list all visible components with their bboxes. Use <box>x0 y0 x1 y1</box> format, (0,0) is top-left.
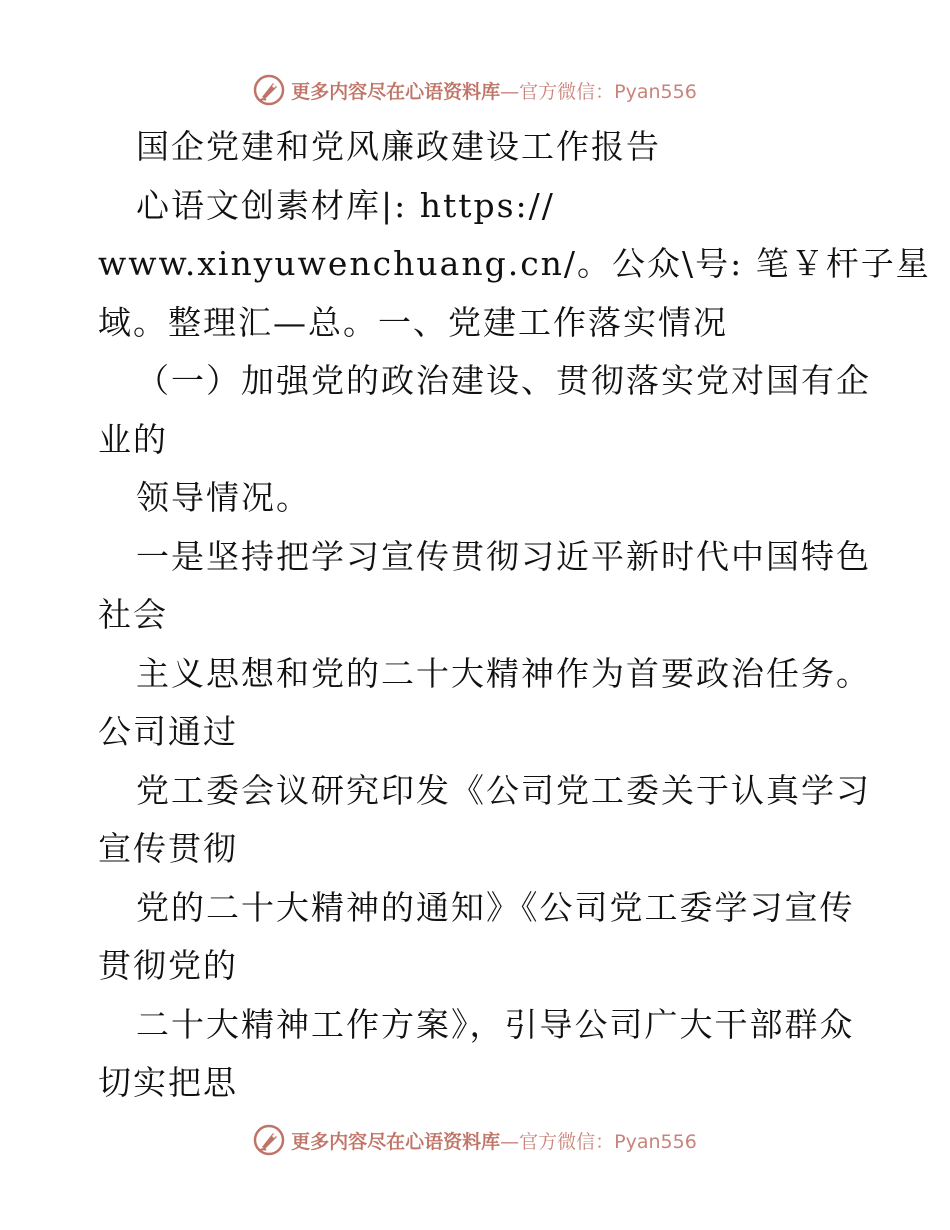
section-heading: （一）加强党的政治建设、贯彻落实党对国有企 <box>136 361 871 400</box>
paragraph-line: 贯彻党的 <box>98 946 238 985</box>
banner-rest-text: —官方微信：Pyan556 <box>500 80 697 103</box>
paragraph-line: 切实把思 <box>98 1063 238 1102</box>
document-title: 国企党建和党风廉政建设工作报告 <box>136 127 661 166</box>
header-banner <box>0 70 950 110</box>
pen-nib-logo-icon <box>253 74 285 106</box>
paragraph-line: 一是坚持把学习宣传贯彻习近平新时代中国特色 <box>136 536 871 576</box>
paragraph-line: 党工委会议研究印发《公司党工委关于认真学习 <box>136 770 871 810</box>
banner-strong-text: 更多内容尽在心语资料库 <box>291 1130 501 1153</box>
paragraph-line: 宣传贯彻 <box>98 829 238 868</box>
paragraph-line: 业的 <box>98 419 168 459</box>
paragraph-line: 心语文创素材库|: https:// <box>136 185 555 225</box>
paragraph-line: 领导情况。 <box>136 478 311 517</box>
paragraph-line: 社会 <box>98 595 168 634</box>
paragraph-line: 二十大精神工作方案》，引导公司广大干部群众 <box>136 1004 855 1044</box>
banner-rest-text: —官方微信：Pyan556 <box>500 1130 697 1153</box>
banner-text <box>291 1127 697 1154</box>
banner-strong-text: 更多内容尽在心语资料库 <box>291 80 501 103</box>
paragraph-line: 党的二十大精神的通知》《公司党工委学习宣传 <box>136 887 855 927</box>
paragraph-line: 主义思想和党的二十大精神作为首要政治任务。 <box>136 653 871 693</box>
pen-nib-logo-icon <box>253 1124 285 1156</box>
document-body <box>98 118 931 1113</box>
banner-text <box>291 77 697 104</box>
paragraph-line: www.xinyuwenchuang.cn/。公众\号: 笔￥杆子星 <box>98 244 931 283</box>
footer-banner <box>0 1120 950 1160</box>
paragraph-line: 公司通过 <box>98 712 238 751</box>
paragraph-line: 域。整理汇—总。一、党建工作落实情况 <box>98 302 728 342</box>
